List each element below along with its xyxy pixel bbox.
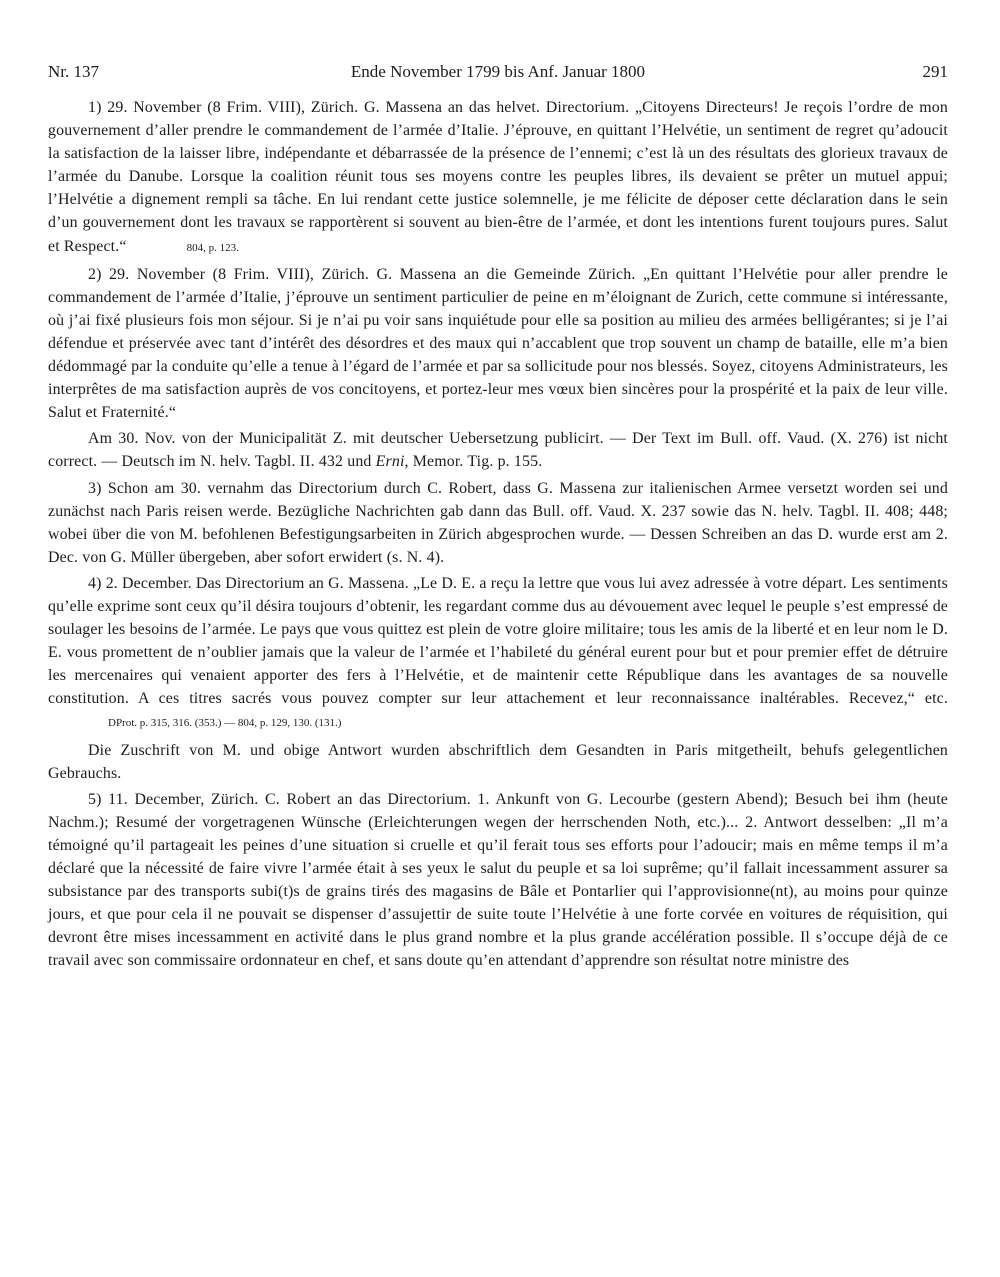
note-publication: [48, 427, 948, 473]
document-number: Nr. 137: [48, 62, 99, 81]
entry-text: 4) 2. December. Das Directorium an G. Massena. „Le D. E. a reçu la lettre que vous lui avez adressée à votre départ. Les sentiments qu’elle exprime sont ceux qu’il désira toujours d’obtenir, les regardant comme dus au dévouement avec lequel le peuple s’est empressé de soulager les besoins de l’armée. Le pays que vous quittez est plein de votre gloire militaire; tous les amis de la liberté et en leur nom le D. E. vous promettent de n’oublier jamais que la valeur de l’armée et l’habileté du général eurent pour but et pour premier effet de détruire les mercenaires qui venaient apporter des fers à l’Helvétie, et de maintenir cette République dans les avantages de sa nouvelle constitution. A ces titres sacrés vous pouvez compter sur leur attachement et leur reconnaissance inaltérables. Recevez,“ etc.: [48, 574, 948, 708]
running-head: [48, 62, 948, 92]
entry-text: 2) 29. November (8 Frim. VIII), Zürich. G. Massena an die Gemeinde Zürich. „En quittant l’Helvétie pour aller prendre le commandement de l’armée d’Italie, j’éprouve un sentiment particulier de peine en m’éloignant de Zurich, cette commune si intéressante, où j’ai fixé plusieurs fois mon séjour. Si je n’ai pu voir sans inquiétude pour elle sa position au milieu des armées belligérantes; si je l’ai défendue et préservée avec tant d’intérêt des désordres et des maux qui n’accablent que trop souvent un champ de bataille, elle m’a bien dédommagé par la conduite qu’elle a tenue à l’égard de l’armée et par sa sollicitude pour nos blessés. Soyez, citoyens Administrateurs, les interprêtes de ma satisfaction auprès de vos concitoyens, et portez-leur mes vœux bien sincères pour la prospérité et la paix de leur ville. Salut et Fraternité.“: [48, 265, 948, 422]
page-number: 291: [922, 62, 948, 81]
note-text: Am 30. Nov. von der Municipalität Z. mit deutscher Uebersetzung publicirt. — Der Text im Bull. off. Vaud. (X. 276) ist nicht correct. — Deutsch im N. helv. Tagbl. II. 432 und: [48, 430, 948, 471]
running-title: Ende November 1799 bis Anf. Januar 1800: [350, 62, 646, 81]
note-forwarding: [48, 739, 948, 785]
author-name: Erni,: [375, 453, 409, 471]
note-text: Die Zuschrift von M. und obige Antwort wurden abschriftlich dem Gesandten in Paris mitgetheilt, behufs gelegentlichen Gebrauchs.: [48, 741, 948, 782]
entry-text: 3) Schon am 30. vernahm das Directorium durch C. Robert, dass G. Massena zur italienischen Armee versetzt worden sei und zunächst nach Paris reisen werde. Bezügliche Nachrichten gab dann das Bull. off. Vaud. X. 237 sowie das N. helv. Tagbl. II. 408; 448; wobei über die von M. befohlenen Befestigungsarbeiten in Zürich abgesprochen wurde. — Dessen Schreiben an das D. wurde erst am 2. Dec. von G. Müller übergeben, aber sofort erwidert (s. N. 4).: [48, 479, 948, 566]
note-text-end: Memor. Tig. p. 155.: [408, 453, 543, 471]
entry-1-massena-to-directorium: [48, 96, 948, 260]
entry-4-directorium-to-massena: [48, 572, 948, 736]
document-page: [48, 62, 948, 975]
body-text: [48, 96, 948, 972]
entry-5-robert-to-directorium: [48, 788, 948, 973]
entry-text: 5) 11. December, Zürich. C. Robert an das Directorium. 1. Ankunft von G. Lecourbe (gestern Abend); Besuch bei ihm (heute Nachm.); Resumé der vorgetragenen Wünsche (Erleichterungen wegen der herrschenden Noth, etc.)... 2. Antwort desselben: „Il m’a témoigné qu’il partageait les peines d’une situation si cruelle et qu’il ferait tous ses efforts pour l’adoucir; mais en même temps il m’a déclaré que la nécessité de faire vivre l’armée était à ses yeux le salut du peuple et sa loi suprême; qu’il fallait incessamment assurer sa subsistance par des transports subi(t)s de grains tirés des magasins de Bâle et Pontarlier qui l’approvisionne(nt), au moins pour quinze jours, et que pour cela il ne pouvait se dispenser d’assujettir de suite toute l’Helvétie à une forte corvée en voitures de réquisition, qui devront être mises incessamment en activité dans le plus grand nombre et la plus grande accélération possible. Il s’occupe déjà de ce travail avec son commissaire ordonnateur en chef, et sans doute qu’en attendant d’apprendre son résultat notre ministre des: [48, 790, 948, 970]
entry-3-robert-report: [48, 477, 948, 569]
archive-reference: DProt. p. 315, 316. (353.) — 804, p. 129, 130. (131.): [108, 717, 342, 730]
archive-reference: 804, p. 123.: [186, 241, 239, 254]
entry-2-massena-to-zurich: [48, 263, 948, 425]
entry-text: 1) 29. November (8 Frim. VIII), Zürich. G. Massena an das helvet. Directorium. „Citoyens Directeurs! Je reçois l’ordre de mon gouvernement d’aller prendre le commandement de l’armée d’Italie. J’éprouve, en quittant l’Helvétie, un sentiment de regret qu’adoucit la satisfaction de la laisser libre, indépendante et débarrassée de la présence de l’ennemi; c’est là un des résultats des glorieux travaux de l’armée du Danube. Lorsque la coalition réunit tous ses moyens contre les peuples libres, ils devaient se prêter un mutuel appui; l’Helvétie a dignement rempli sa tâche. En lui rendant cette justice solemnelle, je me félicite de déposer cette déclaration dans le sein d’un gouvernement dont les travaux se rapportèrent si souvent au bien-être de l’armée, et dont les intentions furent toujours pures. Salut et Respect.“: [48, 99, 948, 255]
